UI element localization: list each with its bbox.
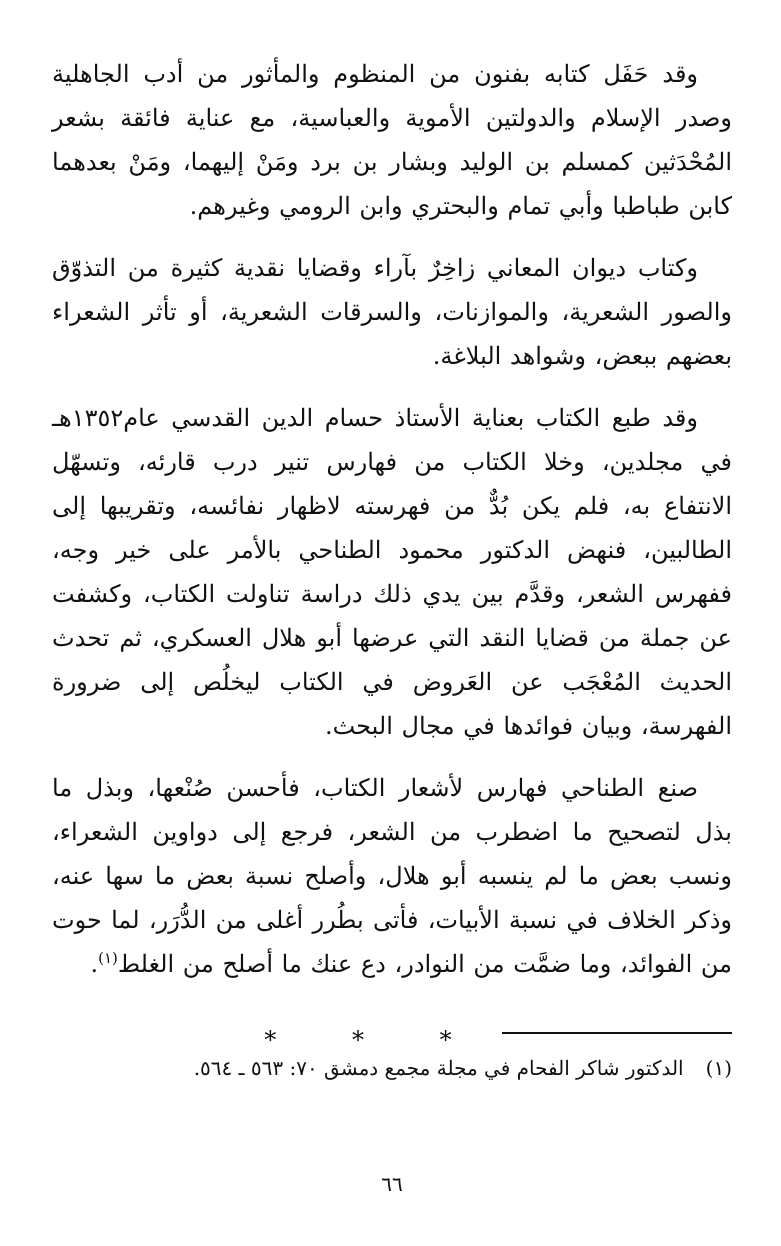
- paragraph-4: [52, 766, 732, 986]
- page-number: ٦٦: [381, 1172, 403, 1196]
- paragraph-4-period: .: [90, 950, 99, 978]
- footnote-marker: (١): [705, 1056, 732, 1080]
- footnote: [52, 1052, 732, 1084]
- section-separator: * * *: [264, 1026, 486, 1054]
- paragraph-4-text: صنع الطناحي فهارس لأشعار الكتاب، فأحسن صُنْعها، وبذل ما بذل لتصحيح ما اضطرب من الشعر، فرجع إلى دواوين الشعراء، ونسب بعض ما لم ينسبه أبو هلال، وأصلح نسبة بعض ما سها عنه، وذكر الخلاف في نسبة الأبيات، فأتى بطُرر أغلى من الدُّرَر، لما حوت من الفوائد، وما ضمَّت من النوادر، دع عنك ما أصلح من الغلط: [52, 774, 732, 978]
- book-page: [52, 52, 732, 1222]
- paragraph-3: وقد طبع الكتاب بعناية الأستاذ حسام الدين القدسي عام١٣٥٢هـ في مجلدين، وخلا الكتاب من فهارس تنير درب قارئه، وتسهّل الانتفاع به، فلم يكن بُدٌّ من فهرسته لاظهار نفائسه، وتقريبها إلى الطالبين، فنهض الدكتور محمود الطناحي بالأمر على خير وجه، ففهرس الشعر، وقدَّم بين يدي ذلك دراسة تناولت الكتاب، وكشفت عن جملة من قضايا النقد التي عرضها أبو هلال العسكري، ثم تحدث الحديث المُعْجَب عن العَروض في الكتاب ليخلُص إلى ضرورة الفهرسة، وبيان فوائدها في مجال البحث.: [52, 404, 733, 740]
- footnote-text: الدكتور شاكر الفحام في مجلة مجمع دمشق ٧٠: ٥٦٣ ـ ٥٦٤.: [193, 1056, 684, 1080]
- footnote-rule: [502, 1032, 732, 1034]
- paragraph-1: وقد حَفَل كتابه بفنون من المنظوم والمأثور من أدب الجاهلية وصدر الإسلام والدولتين الأموية والعباسية، مع عناية فائقة بشعر المُحْدَثين كمسلم بن الوليد وبشار بن برد ومَنْ إليهما، ومَنْ بعدهما كابن طباطبا وأبي تمام والبحتري وابن الرومي وغيرهم.: [52, 60, 732, 220]
- footnote-reference[interactable]: (١): [98, 949, 118, 967]
- paragraph-2: وكتاب ديوان المعاني زاخِرٌ بآراء وقضايا نقدية كثيرة من التذوّق والصور الشعرية، والموازنات، والسرقات الشعرية، أو تأثر الشعراء بعضهم ببعض، وشواهد البلاغة.: [52, 254, 732, 370]
